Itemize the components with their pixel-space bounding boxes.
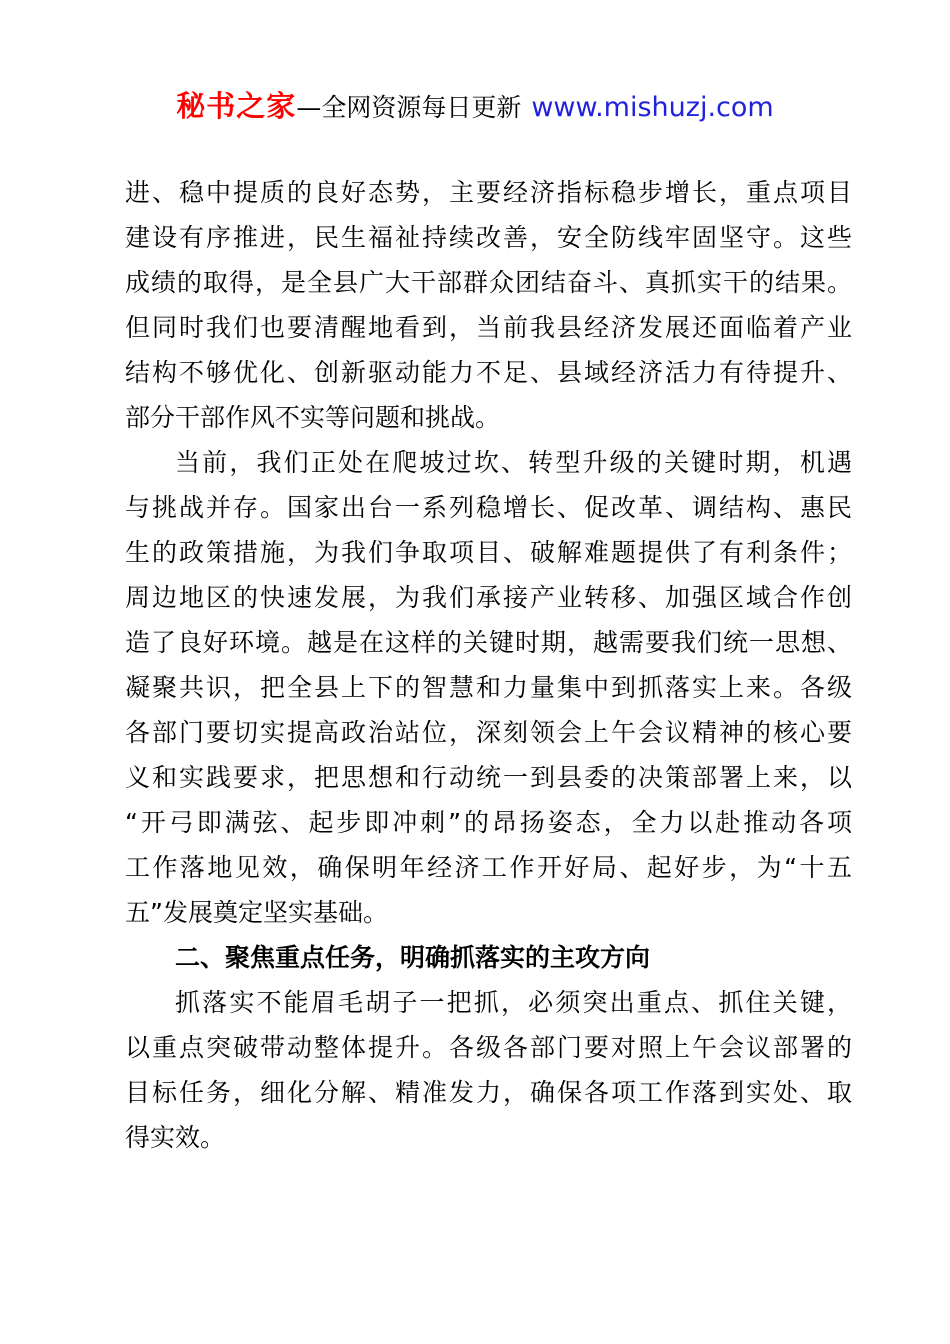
text-line: 周边地区的快速发展，为我们承接产业转移、加强区域合作创 [125, 583, 852, 612]
text-line: 二、聚焦重点任务，明确抓落实的主攻方向 [175, 943, 651, 972]
document-body [125, 170, 852, 1160]
text-line: 以重点突破带动整体提升。各级各部门要对照上午会议部署的 [125, 1033, 852, 1062]
text-line: 凝聚共识，把全县上下的智慧和力量集中到抓落实上来。各级 [125, 673, 852, 702]
text-line: 五”发展奠定坚实基础。 [125, 898, 388, 927]
site-tagline: —全网资源每日更新 [296, 93, 522, 122]
text-line: 结构不够优化、创新驱动能力不足、县域经济活力有待提升、 [125, 358, 852, 387]
text-line: 目标任务，细化分解、精准发力，确保各项工作落到实处、取 [125, 1078, 852, 1107]
site-url-link[interactable]: www.mishuzj.com [531, 92, 774, 123]
text-line: 与挑战并存。国家出台一系列稳增长、促改革、调结构、惠民 [125, 493, 852, 522]
site-header [0, 84, 950, 125]
text-line: 抓落实不能眉毛胡子一把抓，必须突出重点、抓住关键， [175, 988, 852, 1017]
text-line: 成绩的取得，是全县广大干部群众团结奋斗、真抓实干的结果。 [125, 268, 852, 297]
text-line: 得实效。 [125, 1123, 226, 1152]
text-line: “开弓即满弦、起步即冲刺”的昂扬姿态，全力以赴推动各项 [125, 808, 852, 837]
text-line: 但同时我们也要清醒地看到，当前我县经济发展还面临着产业 [125, 313, 852, 342]
text-line: 生的政策措施，为我们争取项目、破解难题提供了有利条件； [125, 538, 852, 567]
text-line: 当前，我们正处在爬坡过坎、转型升级的关键时期，机遇 [175, 448, 852, 477]
text-line: 进、稳中提质的良好态势，主要经济指标稳步增长，重点项目 [125, 178, 852, 207]
text-line: 造了良好环境。越是在这样的关键时期，越需要我们统一思想、 [125, 628, 852, 657]
site-name: 秘书之家 [176, 89, 297, 123]
text-line: 各部门要切实提高政治站位，深刻领会上午会议精神的核心要 [125, 718, 852, 747]
text-line: 义和实践要求，把思想和行动统一到县委的决策部署上来，以 [125, 763, 852, 792]
text-line: 工作落地见效，确保明年经济工作开好局、起好步，为“十五 [125, 853, 852, 882]
text-line: 建设有序推进，民生福祉持续改善，安全防线牢固坚守。这些 [125, 223, 852, 252]
text-line: 部分干部作风不实等问题和挑战。 [125, 403, 501, 432]
